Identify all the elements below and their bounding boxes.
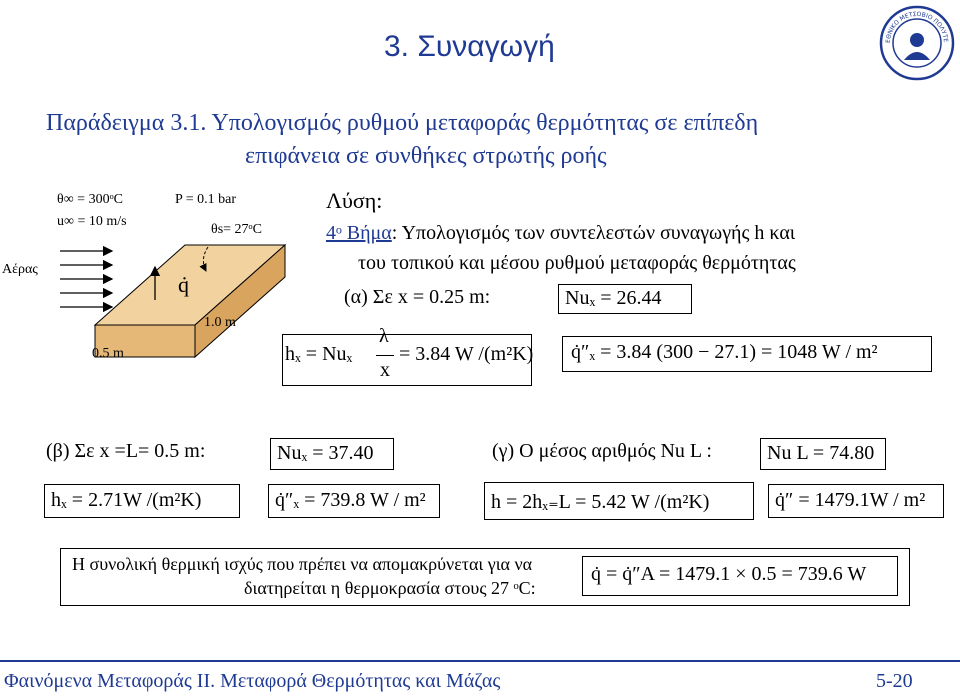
nu-c-value: Nu L = 74.80 (767, 442, 875, 464)
solution-label: Λύση: (326, 188, 383, 213)
x-denominator: x (380, 359, 390, 381)
hx-a-lhs: hₓ = Nuₓ (285, 343, 353, 365)
svg-text:ΕΘΝΙΚΟ ΜΕΤΣΟΒΙΟ ΠΟΛΥΤΕΧΝΕΙΟ: ΕΘΝΙΚΟ ΜΕΤΣΟΒΙΟ ΠΟΛΥΤΕ (884, 10, 950, 44)
nu-c-box (760, 438, 886, 470)
theta-inf-label: θ∞ = 300ᵒC (57, 192, 123, 207)
hx-b-value: hₓ = 2.71W /(m²K) (51, 489, 202, 511)
part-b-label: (β) Σε x =L= 0.5 m: (46, 440, 206, 462)
qx-a-box (562, 336, 932, 372)
part-c-label: (γ) Ο μέσος αριθμός Nu L : (492, 440, 712, 462)
hx-a-box (282, 334, 532, 386)
h-c-value: h = 2hₓ₌L = 5.42 W /(m²K) (491, 491, 710, 513)
u-inf-label: u∞ = 10 m/s (57, 214, 127, 229)
theta-s-label: θs= 27ᵒC (211, 222, 262, 237)
step-line2: του τοπικού και μέσου ρυθμού μεταφοράς θερμότητας (358, 252, 796, 274)
pressure-label: P = 0.1 bar (175, 192, 237, 207)
length-label: 1.0 m (204, 315, 236, 330)
university-logo (878, 4, 956, 82)
summary-eq-box (582, 556, 898, 596)
page-title: 3. Συναγωγή (384, 30, 555, 63)
q-c-value: q̇″ = 1479.1W / m² (775, 489, 926, 511)
lambda-symbol: λ (379, 325, 389, 347)
nu-a-value: Nuₓ = 26.44 (565, 287, 662, 309)
step-line1 (326, 222, 795, 245)
example-heading-line2: επιφάνεια σε συνθήκες στρωτής ροής (245, 143, 607, 169)
nu-a-box (558, 284, 692, 314)
step-prefix: 4ᵒ Βήμα (326, 222, 392, 244)
q-dot-label: q̇ (178, 272, 189, 297)
nu-b-box (270, 438, 394, 470)
step-text: : Υπολογισμός των συντελεστών συναγωγής h και (391, 222, 796, 244)
hx-a-value: = 3.84 W /(m²K) (399, 343, 534, 365)
footer-text: Φαινόμενα Μεταφοράς ΙΙ. Μεταφορά Θερμότητας και Μάζας (4, 670, 501, 692)
air-label: Αέρας (2, 262, 38, 277)
qx-b-value: q̇″ₓ = 739.8 W / m² (275, 489, 426, 511)
footer-rule (0, 660, 960, 662)
plate-diagram (0, 185, 300, 375)
nu-b-value: Nuₓ = 37.40 (277, 442, 374, 464)
part-a-label: (α) Σε x = 0.25 m: (344, 286, 491, 308)
qx-b-box (268, 484, 440, 518)
example-heading: Παράδειγμα 3.1. Υπολογισμός ρυθμού μεταφοράς θερμότητας σε επίπεδη (46, 110, 759, 136)
h-c-box (484, 482, 754, 520)
page-number: 5-20 (876, 670, 913, 692)
summary-line1: Η συνολική θερμική ισχύς που πρέπει να απομακρύνεται για να (72, 554, 533, 574)
hx-b-box (44, 484, 240, 518)
summary-eq: q̇ = q̇″A = 1479.1 × 0.5 = 739.6 W (591, 563, 867, 585)
summary-line2: διατηρείται η θερμοκρασία στους 27 ᵒC: (244, 578, 536, 598)
width-label: 0.5 m (92, 346, 124, 361)
qx-a-value: q̇″ₓ = 3.84 (300 − 27.1) = 1048 W / m² (571, 341, 878, 363)
q-c-box (768, 484, 944, 518)
